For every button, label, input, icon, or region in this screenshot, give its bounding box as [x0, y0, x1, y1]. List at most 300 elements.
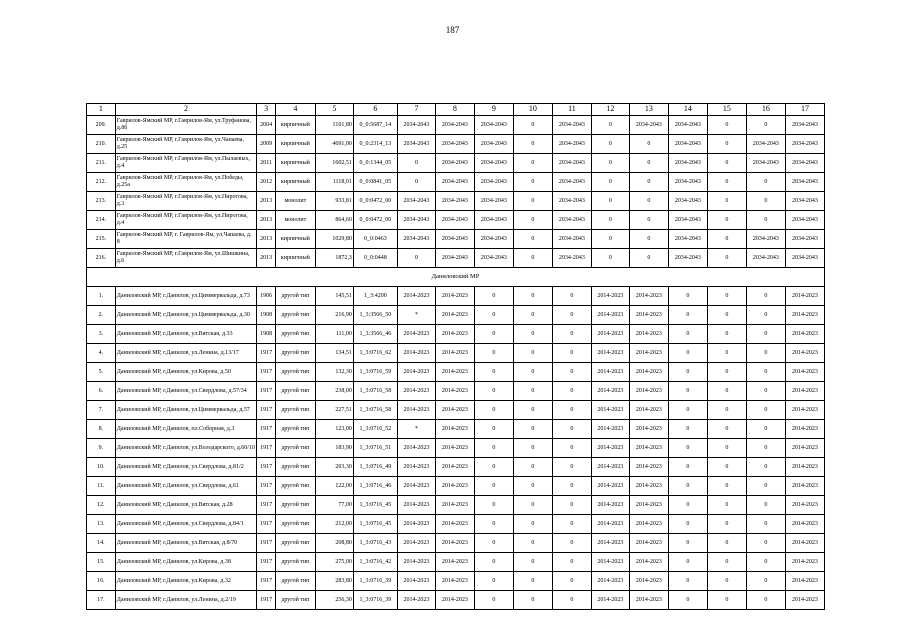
table-cell: 0 [513, 192, 552, 211]
column-header: 15 [707, 104, 746, 116]
table-cell: 0 [552, 591, 591, 610]
table-cell: 0 [668, 496, 707, 515]
table-cell: 77,00 [315, 496, 353, 515]
table-cell: 2034-2043 [435, 230, 474, 249]
table-cell: 11. [87, 477, 116, 496]
table-cell: 0 [552, 382, 591, 401]
table-cell: 0 [746, 363, 785, 382]
table-cell: 0 [707, 591, 746, 610]
table-cell: 0 [746, 173, 785, 192]
table-cell: 0 [513, 572, 552, 591]
table-cell: 1029,80 [315, 230, 353, 249]
table-cell: 210. [87, 135, 116, 154]
table-cell: 0 [474, 401, 513, 420]
table-cell: 0 [591, 173, 629, 192]
table-cell: 2014-2023 [629, 572, 668, 591]
table-cell: 0 [668, 591, 707, 610]
table-cell: 2014-2023 [591, 420, 629, 439]
table-cell: 2014-2023 [435, 363, 474, 382]
table-cell: 2034-2043 [397, 135, 435, 154]
table-cell: 2014-2023 [785, 553, 824, 572]
table-cell: 2014-2023 [397, 458, 435, 477]
column-header: 6 [353, 104, 397, 116]
table-cell: 0 [474, 496, 513, 515]
table-cell: 0 [668, 325, 707, 344]
table-cell: 2034-2043 [552, 249, 591, 268]
table-cell: 13. [87, 515, 116, 534]
section-row [87, 268, 825, 287]
table-cell: 2009 [257, 135, 275, 154]
table-cell: 134,51 [315, 344, 353, 363]
table-cell: другой тип [275, 420, 315, 439]
table-cell: 2014-2023 [629, 325, 668, 344]
table-cell: 0 [707, 401, 746, 420]
table-cell: 0 [668, 553, 707, 572]
table-cell: 0 [513, 173, 552, 192]
table-cell: 2014-2023 [397, 477, 435, 496]
table-cell: 1917 [257, 401, 275, 420]
table-cell: Даниловский МР, г.Данилов, ул.Вятская, д.8/70 [115, 534, 257, 553]
table-cell: 0 [629, 154, 668, 173]
table-cell: 2014-2023 [629, 591, 668, 610]
table-cell: 132,30 [315, 363, 353, 382]
table-row [87, 515, 825, 534]
table-cell: 0 [513, 287, 552, 306]
table-row [87, 154, 825, 173]
table-cell: 208,80 [315, 534, 353, 553]
table-cell: 2014-2023 [397, 325, 435, 344]
column-header: 14 [668, 104, 707, 116]
table-cell: 17. [87, 591, 116, 610]
table-cell: 0 [668, 420, 707, 439]
table-cell: Даниловский МР, г.Данилов, ул.Циммервальда, д.73 [115, 287, 257, 306]
table-cell: 0 [513, 591, 552, 610]
table-cell: 2034-2043 [474, 249, 513, 268]
table-cell: 2004 [257, 116, 275, 135]
table-cell: 0 [707, 173, 746, 192]
table-cell: 2014-2023 [397, 287, 435, 306]
table-cell: 2014-2023 [591, 553, 629, 572]
table-cell: 0 [746, 211, 785, 230]
table-row [87, 534, 825, 553]
table-cell: 0 [746, 306, 785, 325]
table-cell: 0 [474, 420, 513, 439]
table-cell: 10. [87, 458, 116, 477]
table-row [87, 135, 825, 154]
table-cell: монолит [275, 192, 315, 211]
table-row [87, 458, 825, 477]
table-cell: 2014-2023 [591, 287, 629, 306]
table-cell: кирпичный [275, 173, 315, 192]
table-cell: 0 [629, 135, 668, 154]
table-cell: 2014-2023 [629, 458, 668, 477]
table-cell: 0 [552, 572, 591, 591]
table-cell: 2014-2023 [397, 439, 435, 458]
table-cell: 0 [707, 572, 746, 591]
table-cell: 0 [629, 211, 668, 230]
table-cell: 0 [474, 325, 513, 344]
table-row [87, 306, 825, 325]
table-row [87, 116, 825, 135]
table-cell: 2014-2023 [435, 420, 474, 439]
table-cell: 0 [746, 572, 785, 591]
table-cell: 0 [513, 382, 552, 401]
table-cell: 2014-2023 [397, 382, 435, 401]
table-cell: Гаврилов-Ямский МР, г.Гаврилов-Ям, ул.Шишкина, д.6 [115, 249, 257, 268]
table-row [87, 382, 825, 401]
table-cell: 1_3:0716_49 [353, 458, 397, 477]
table-cell: Даниловский МР, г.Данилов, ул.Циммервальда, д.30 [115, 306, 257, 325]
table-cell: 2014-2023 [629, 382, 668, 401]
table-row [87, 572, 825, 591]
table-cell: 15. [87, 553, 116, 572]
table-cell: 2014-2023 [629, 496, 668, 515]
table-cell: 0 [591, 192, 629, 211]
table-cell: 213. [87, 192, 116, 211]
table-cell: Гаврилов-Ямский МР, г.Гаврилов-Ям, ул.Победы, д.25а [115, 173, 257, 192]
table-cell: 0_0:0841_05 [353, 173, 397, 192]
table-cell: 2034-2043 [397, 211, 435, 230]
table-cell: 1872,3 [315, 249, 353, 268]
table-cell: 0 [707, 116, 746, 135]
table-cell: 0_0:5687_14 [353, 116, 397, 135]
table-cell: 0 [668, 458, 707, 477]
table-cell: Даниловский МР, г.Данилов, ул.Свердлова, д.57/34 [115, 382, 257, 401]
table-cell: 1. [87, 287, 116, 306]
table-cell: 0 [474, 572, 513, 591]
table-cell: 12. [87, 496, 116, 515]
table-cell: 2014-2023 [435, 572, 474, 591]
table-cell: 2014-2023 [785, 363, 824, 382]
table-cell: 0 [474, 591, 513, 610]
table-cell: 0 [552, 344, 591, 363]
table-cell: другой тип [275, 382, 315, 401]
table-cell: другой тип [275, 325, 315, 344]
table-cell: 2034-2043 [668, 211, 707, 230]
table-cell: 0 [668, 287, 707, 306]
table-cell: 0 [552, 515, 591, 534]
table-cell: 0 [668, 363, 707, 382]
table-cell: 2034-2043 [746, 230, 785, 249]
table-cell: 0 [552, 363, 591, 382]
table-cell: 2034-2043 [474, 211, 513, 230]
table-cell: 0 [746, 382, 785, 401]
table-cell: 1_3:0716_58 [353, 401, 397, 420]
table-cell: 2014-2023 [435, 439, 474, 458]
table-cell: 227,51 [315, 401, 353, 420]
table-row [87, 249, 825, 268]
table-cell: 2034-2043 [435, 211, 474, 230]
table-cell: 2034-2043 [668, 230, 707, 249]
table-row [87, 192, 825, 211]
table-cell: 2013 [257, 249, 275, 268]
table-cell: 1_3:0716_58 [353, 382, 397, 401]
table-cell: 2014-2023 [629, 534, 668, 553]
table-cell: 0 [474, 344, 513, 363]
table-cell: 1_3:0716_39 [353, 591, 397, 610]
table-row [87, 591, 825, 610]
table-cell: 0 [707, 439, 746, 458]
table-cell: Даниловский МР, г.Данилов, ул.Циммервальда, д.57 [115, 401, 257, 420]
table-cell: 2034-2043 [552, 135, 591, 154]
table-cell: 2034-2043 [474, 192, 513, 211]
table-cell: другой тип [275, 439, 315, 458]
table-cell: 2034-2043 [552, 230, 591, 249]
table-cell: 2034-2043 [474, 116, 513, 135]
table-cell: 0 [513, 249, 552, 268]
table-cell: 2034-2043 [474, 154, 513, 173]
table-row [87, 401, 825, 420]
table-cell: 2014-2023 [629, 477, 668, 496]
table-cell: 0 [746, 477, 785, 496]
table-cell: 2014-2023 [785, 325, 824, 344]
table-cell: 2014-2023 [629, 553, 668, 572]
column-header: 13 [629, 104, 668, 116]
table-cell: 2034-2043 [552, 192, 591, 211]
table-cell: 215. [87, 230, 116, 249]
table-cell: 2014-2023 [435, 325, 474, 344]
table-cell: 0 [707, 287, 746, 306]
table-cell: 1917 [257, 515, 275, 534]
table-cell: 2014-2023 [785, 572, 824, 591]
table-cell: 2014-2023 [629, 363, 668, 382]
table-cell: 2034-2043 [629, 116, 668, 135]
table-cell: 0 [513, 458, 552, 477]
table-row [87, 496, 825, 515]
table-row [87, 230, 825, 249]
table-cell: другой тип [275, 591, 315, 610]
table-cell: 1917 [257, 439, 275, 458]
table-cell: Даниловский МР, г.Данилов, ул.Вятская, д.28 [115, 496, 257, 515]
table-cell: 0 [552, 458, 591, 477]
table-cell: другой тип [275, 401, 315, 420]
column-header: 4 [275, 104, 315, 116]
table-cell: 2034-2043 [552, 211, 591, 230]
table-cell: 0 [707, 154, 746, 173]
table-cell: 2014-2023 [629, 439, 668, 458]
table-cell: другой тип [275, 477, 315, 496]
table-cell: 0_0:0472_00 [353, 211, 397, 230]
table-cell: 1917 [257, 420, 275, 439]
table-cell: 2034-2043 [746, 154, 785, 173]
table-cell: 216,90 [315, 306, 353, 325]
table-cell: 0 [474, 306, 513, 325]
table-cell: 0 [707, 230, 746, 249]
table-cell: 933,81 [315, 192, 353, 211]
table-cell: 1_3:0716_39 [353, 572, 397, 591]
table-cell: 0 [707, 325, 746, 344]
table-cell: 0 [397, 154, 435, 173]
table-cell: Даниловский МР, г.Данилов, ул.Ленина, д.13/17 [115, 344, 257, 363]
table-cell: 238,00 [315, 382, 353, 401]
table-cell: 0 [397, 173, 435, 192]
table-cell: 2014-2023 [435, 401, 474, 420]
table-cell: 2014-2023 [435, 344, 474, 363]
table-cell: 0 [552, 534, 591, 553]
header-row [87, 104, 825, 116]
table-cell: 2014-2023 [397, 344, 435, 363]
table-cell: 0 [668, 477, 707, 496]
table-cell: другой тип [275, 287, 315, 306]
table-cell: 2034-2043 [435, 154, 474, 173]
table-cell: 2. [87, 306, 116, 325]
table-cell: 0 [668, 534, 707, 553]
table-cell: 2014-2023 [397, 363, 435, 382]
table-cell: 2014-2023 [397, 534, 435, 553]
table-cell: 1917 [257, 591, 275, 610]
table-cell: 0 [397, 249, 435, 268]
table-cell: 2011 [257, 154, 275, 173]
table-cell: 2034-2043 [435, 135, 474, 154]
table-cell: 0 [707, 192, 746, 211]
table-cell: 2014-2023 [591, 439, 629, 458]
table-cell: 0 [668, 401, 707, 420]
table-cell: 1_3:0716_43 [353, 534, 397, 553]
table-cell: 5. [87, 363, 116, 382]
column-header: 1 [87, 104, 116, 116]
table-cell: 0 [591, 211, 629, 230]
table-cell: 0 [552, 325, 591, 344]
table-cell: 2034-2043 [474, 135, 513, 154]
table-cell: кирпичный [275, 230, 315, 249]
table-cell: 212,00 [315, 515, 353, 534]
table-cell: 2034-2043 [668, 192, 707, 211]
table-cell: 2014-2023 [785, 534, 824, 553]
table-cell: 2014-2023 [397, 553, 435, 572]
table-cell: 2014-2023 [591, 306, 629, 325]
table-cell: 0 [707, 420, 746, 439]
table-cell: 2014-2023 [785, 477, 824, 496]
table-cell: 0 [552, 477, 591, 496]
table-cell: 1_3:0716_42 [353, 553, 397, 572]
table-cell: кирпичный [275, 249, 315, 268]
table-cell: 2034-2043 [435, 173, 474, 192]
table-cell: 0 [746, 439, 785, 458]
table-cell: 16. [87, 572, 116, 591]
table-cell: 0 [513, 135, 552, 154]
table-cell: 1917 [257, 496, 275, 515]
table-cell: 2014-2023 [785, 439, 824, 458]
table-cell: кирпичный [275, 135, 315, 154]
table-cell: 1917 [257, 458, 275, 477]
table-cell: 0_0:2314_13 [353, 135, 397, 154]
table-cell: 2012 [257, 173, 275, 192]
table-cell: 1602,51 [315, 154, 353, 173]
table-cell: 2014-2023 [785, 306, 824, 325]
table-cell: 0 [552, 553, 591, 572]
table-cell: Гаврилов-Ямский МР, г. Гаврилов-Ям, ул.Чапаева, д. 8 [115, 230, 257, 249]
table-cell: 0 [513, 477, 552, 496]
table-cell: 2014-2023 [435, 287, 474, 306]
table-cell: 2014-2023 [629, 306, 668, 325]
table-cell: 1_3:3566_46 [353, 325, 397, 344]
data-table [86, 103, 825, 610]
table-cell: 0 [474, 477, 513, 496]
table-cell: Гаврилов-Ямский МР, г.Гаврилов-Ям, ул.Пирогова, д.3 [115, 192, 257, 211]
table-cell: 0 [707, 344, 746, 363]
table-cell: * [397, 420, 435, 439]
table-cell: 2014-2023 [591, 458, 629, 477]
table-cell: 0 [513, 154, 552, 173]
table-cell: 0 [668, 344, 707, 363]
table-row [87, 287, 825, 306]
table-cell: другой тип [275, 515, 315, 534]
table-cell: 0 [513, 515, 552, 534]
table-cell: 2034-2043 [668, 154, 707, 173]
table-row [87, 173, 825, 192]
table-cell: другой тип [275, 344, 315, 363]
table-cell: 1_3:0716_46 [353, 477, 397, 496]
table-cell: 0 [474, 382, 513, 401]
table-cell: 2014-2023 [591, 496, 629, 515]
table-cell: другой тип [275, 572, 315, 591]
table-cell: 2014-2023 [629, 401, 668, 420]
table-cell: 2014-2023 [435, 553, 474, 572]
table-cell: 0 [746, 458, 785, 477]
table-cell: 0 [591, 249, 629, 268]
table-cell: 0 [552, 439, 591, 458]
table-cell: 2034-2043 [552, 154, 591, 173]
table-cell: 2014-2023 [591, 515, 629, 534]
table-cell: 2014-2023 [591, 363, 629, 382]
column-header: 11 [552, 104, 591, 116]
table-cell: 2034-2043 [746, 135, 785, 154]
table-row [87, 420, 825, 439]
table-cell: Гаврилов-Ямский МР, г.Гаврилов-Ям, ул.Чапаева, д.25 [115, 135, 257, 154]
table-cell: 2014-2023 [591, 382, 629, 401]
table-cell: 0 [552, 496, 591, 515]
table-cell: 2034-2043 [474, 230, 513, 249]
table-cell: 2014-2023 [435, 496, 474, 515]
table-cell: 2014-2023 [785, 591, 824, 610]
table-cell: 14. [87, 534, 116, 553]
table-cell: Гаврилов-Ямский МР, г.Гаврилов-Ям, ул.Пылаевых, д.4 [115, 154, 257, 173]
table-cell: 2034-2043 [785, 154, 824, 173]
table-row [87, 439, 825, 458]
table-cell: 2034-2043 [668, 173, 707, 192]
column-header: 8 [435, 104, 474, 116]
table-cell: 1908 [257, 306, 275, 325]
table-cell: 0 [474, 534, 513, 553]
table-cell: 2034-2043 [785, 192, 824, 211]
table-cell: кирпичный [275, 116, 315, 135]
table-cell: 0 [668, 515, 707, 534]
table-cell: 2014-2023 [785, 287, 824, 306]
table-cell: 864,60 [315, 211, 353, 230]
table-cell: 2014-2023 [785, 344, 824, 363]
table-cell: 1917 [257, 572, 275, 591]
table-cell: 1_3:0716_59 [353, 363, 397, 382]
table-cell: 0 [474, 458, 513, 477]
table-cell: другой тип [275, 458, 315, 477]
table-cell: 111,00 [315, 325, 353, 344]
table-cell: 0 [513, 230, 552, 249]
table-cell: 2014-2023 [785, 458, 824, 477]
table-cell: 1_3:0716_62 [353, 344, 397, 363]
table-cell: 2014-2023 [785, 496, 824, 515]
table-row [87, 553, 825, 572]
table-row [87, 477, 825, 496]
table-cell: 3. [87, 325, 116, 344]
column-header: 7 [397, 104, 435, 116]
table-cell: 0 [591, 135, 629, 154]
table-cell: 1917 [257, 477, 275, 496]
table-cell: 0 [707, 534, 746, 553]
table-cell: 2014-2023 [629, 287, 668, 306]
table-cell: 216. [87, 249, 116, 268]
table-cell: 1_3:0716_45 [353, 515, 397, 534]
table-cell: 256,30 [315, 591, 353, 610]
